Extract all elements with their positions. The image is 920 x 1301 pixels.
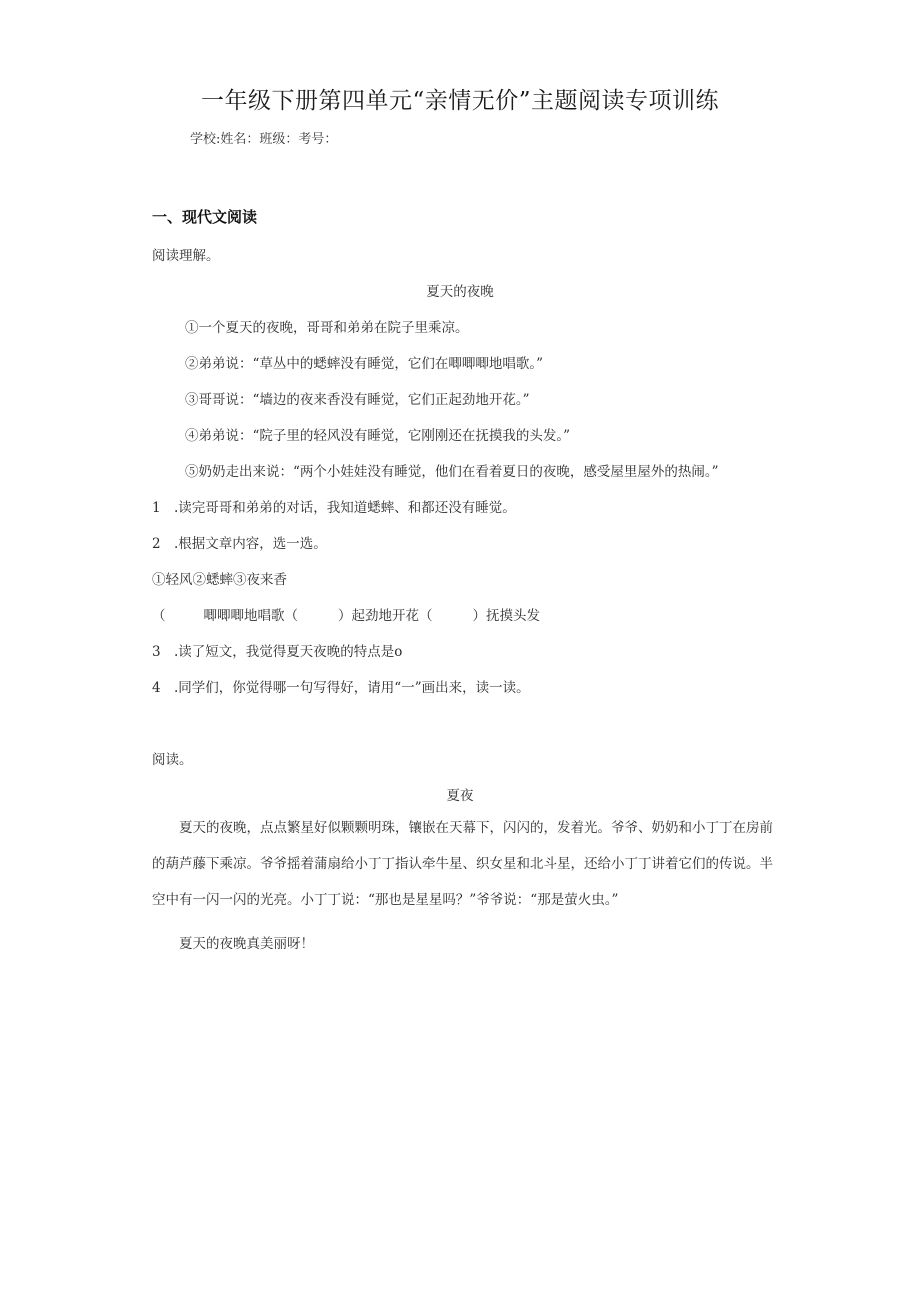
- section2-instruction: 阅读。: [152, 752, 193, 768]
- question-number: 1: [152, 500, 161, 516]
- passage-paragraph: 夏天的夜晚真美丽呀！: [179, 936, 314, 952]
- fill-in-line: [152, 604, 540, 624]
- question-number: 2: [152, 536, 161, 552]
- passage-title: 夏夜: [446, 788, 474, 804]
- passage-paragraph: ②弟弟说：“草丛中的蟋蟀没有睡觉，它们在唧唧唧地唱歌。”: [185, 356, 544, 372]
- passage-paragraph: 夏天的夜晚，点点繁星好似颗颗明珠，镶嵌在天幕下，闪闪的，发着光。爷爷、奶奶和小丁丁在房前的葫芦藤下乘凉。爷爷摇着蒲扇给小丁丁指认牵牛星、织女星和北斗星，还给小丁丁讲着它们的传说。半空中有一闪一闪的光亮。小丁丁说：“那也是星星吗？”爷爷说：“那是萤火虫。”: [152, 820, 773, 908]
- passage-paragraph: ③哥哥说：“墙边的夜来香没有睡觉，它们正起劲地开花。”: [185, 392, 530, 408]
- student-info-line: 学校:姓名：班级：考号：: [190, 132, 338, 147]
- page-title: 一年级下册第四单元“亲情无价”主题阅读专项训练: [200, 88, 720, 114]
- question-number: 4: [152, 680, 161, 696]
- question-text: .读完哥哥和弟弟的对话，我知道蟋蟀、和都还没有睡觉。: [174, 500, 516, 516]
- passage-paragraph: ④弟弟说：“院子里的轻风没有睡觉，它刚刚还在抚摸我的头发。”: [185, 428, 571, 444]
- question-number: 3: [152, 644, 161, 660]
- section1-instruction: 阅读理解。: [152, 248, 220, 264]
- passage-paragraph: ①一个夏天的夜晚，哥哥和弟弟在院子里乘凉。: [185, 320, 469, 336]
- blank-open: （: [152, 608, 166, 624]
- question-item: [152, 676, 530, 696]
- fill-item: ）抚摸头发: [472, 608, 540, 624]
- fill-item: ）起劲地开花（: [338, 608, 433, 624]
- question-text: .根据文章内容，选一选。: [174, 536, 327, 552]
- question-item: [152, 532, 327, 552]
- question-item: [152, 640, 402, 660]
- fill-item: 唧唧唧地唱歌（: [203, 608, 298, 624]
- question-text: .同学们，你觉得哪一句写得好，请用“一”画出来，读一读。: [174, 680, 530, 696]
- passage-title: 夏天的夜晚: [426, 284, 494, 300]
- question-text: .读了短文，我觉得夏天夜晚的特点是o: [174, 644, 403, 660]
- section-heading: 一、现代文阅读: [152, 208, 258, 226]
- options-line: ①轻风②蟋蟀③夜来香: [152, 572, 287, 588]
- question-item: [152, 496, 516, 516]
- passage-paragraph: ⑤奶奶走出来说：“两个小娃娃没有睡觉，他们在看着夏日的夜晚，感受屋里屋外的热闹。”: [185, 464, 719, 480]
